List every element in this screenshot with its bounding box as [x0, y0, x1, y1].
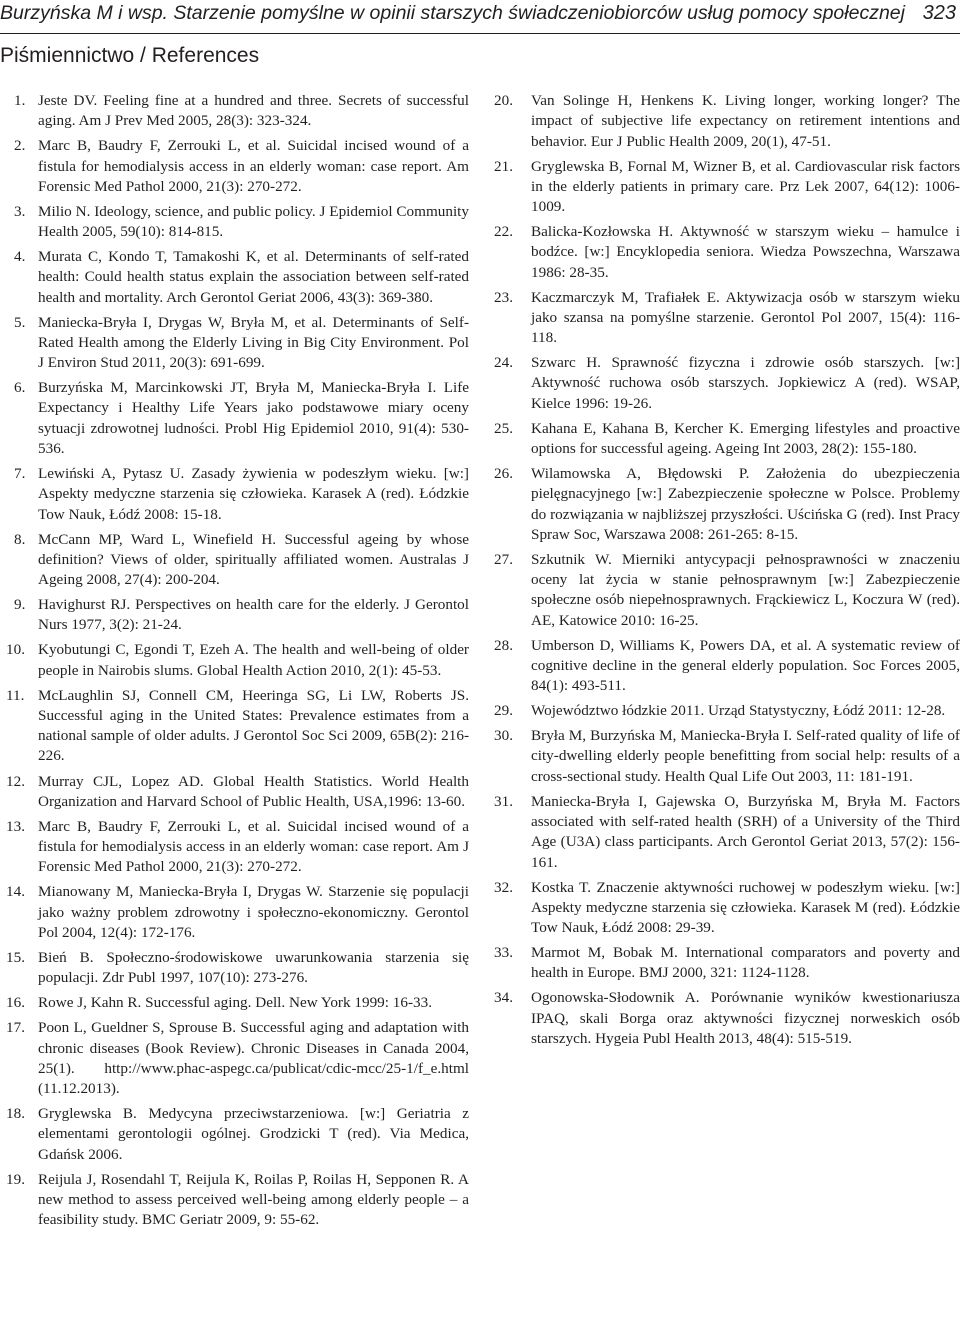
reference-item [0, 595, 469, 636]
reference-text: Lewiński A, Pytasz U. Zasady żywienia w podeszłym wieku. [w:] Aspekty medyczne starzenia się człowieka. Karasek A (red). Łódzkie Tow Nauk, Łódź 2008: 15-18. [38, 465, 469, 523]
reference-number: 30. [494, 727, 513, 745]
reference-item [493, 878, 960, 939]
page-number: 323 [922, 2, 956, 24]
reference-text: Szkutnik W. Mierniki antycypacji pełnosprawności w znaczeniu oceny lat życia w stanie pełnosprawnym [w:] Zabezpieczenie społeczne osób niepełnosprawnych. Frąckiewicz L, Koczura W (red). AE, Katowice 2010: 16-25. [531, 550, 960, 629]
reference-item [0, 313, 469, 374]
reference-number: 6. [14, 379, 26, 397]
reference-item [493, 943, 960, 984]
reference-number: 24. [494, 354, 513, 372]
reference-number: 33. [494, 944, 513, 962]
reference-number: 21. [494, 157, 513, 175]
reference-number: 10. [6, 641, 25, 659]
reference-text: Kostka T. Znaczenie aktywności ruchowej w podeszłym wieku. [w:] Aspekty medyczne starzenia się człowieka. Karasek M (red). Łódzkie Tow Nauk, Łódź 2008: 29-39. [531, 878, 960, 937]
reference-number: 25. [494, 419, 513, 437]
reference-number: 20. [494, 92, 513, 109]
reference-text: McLaughlin SJ, Connell CM, Heeringa SG, Li LW, Roberts JS. Successful aging in the United States: Prevalence estimates from a national sample of older adults. J Gerontol Soc Sci 2009, 65B(2): 216-226. [38, 686, 469, 765]
reference-item [0, 772, 469, 813]
reference-text: Kahana E, Kahana B, Kercher K. Emerging lifestyles and proactive options for successful ageing. Ageing Int 2003, 28(2): 155-180. [531, 419, 960, 457]
reference-number: 7. [14, 465, 26, 483]
reference-number: 5. [14, 313, 26, 331]
reference-text: Bryła M, Burzyńska M, Maniecka-Bryła I. Self-rated quality of life of city-dwelling elderly people benefitting from social help: results of a cross-sectional study. Health Qual Life Out 2003, 11: 181-191. [531, 727, 960, 785]
reference-item [0, 378, 469, 459]
reference-number: 15. [6, 948, 25, 966]
reference-text: Rowe J, Kahn R. Successful aging. Dell. New York 1999: 16-33. [38, 994, 432, 1012]
reference-number: 16. [6, 994, 25, 1012]
reference-item [493, 353, 960, 414]
reference-item [0, 640, 469, 681]
reference-text: Gryglewska B. Medycyna przeciwstarzeniowa. [w:] Geriatria z elementami gerontologii ogólnej. Grodzicki T (red). Via Medica, Gdańsk 2006. [38, 1105, 469, 1163]
reference-item [493, 988, 960, 1049]
reference-number: 34. [494, 989, 513, 1007]
reference-item [493, 550, 960, 631]
reference-item [0, 948, 469, 989]
reference-number: 28. [494, 636, 513, 654]
reference-item [493, 792, 960, 873]
reference-text: McCann MP, Ward L, Winefield H. Successful ageing by whose definition? Views of older, spiritually affiliated women. Australas J Ageing 2008, 27(4): 200-204. [38, 530, 469, 589]
reference-item [0, 1104, 469, 1165]
reference-text: Umberson D, Williams K, Powers DA, et al. A systematic review of cognitive decline in the general elderly population. Soc Forces 2005, 84(1): 493-511. [531, 636, 960, 695]
reference-item [493, 91, 960, 152]
reference-text: Szwarc H. Sprawność fizyczna i zdrowie osób starszych. [w:] Aktywność ruchowa osób starszych. Jopkiewicz A (red). WSAP, Kielce 1996: 19-26. [531, 354, 960, 412]
reference-item [0, 993, 469, 1013]
reference-number: 9. [14, 596, 26, 614]
reference-item [493, 464, 960, 545]
reference-number: 1. [14, 92, 26, 109]
reference-text: Gryglewska B, Fornal M, Wizner B, et al. Cardiovascular risk factors in the elderly patients in primary care. Prz Lek 2007, 64(12): 1006-1009. [531, 157, 960, 216]
reference-text: Bień B. Społeczno-środowiskowe uwarunkowania starzenia się populacji. Zdr Publ 1997, 107(10): 273-276. [38, 948, 469, 987]
reference-number: 8. [14, 530, 26, 548]
reference-text: Van Solinge H, Henkens K. Living longer, working longer? The impact of subjective life expectancy on retirement intentions and behavior. Eur J Public Health 2009, 20(1), 47-51. [531, 92, 960, 150]
references-column-right [493, 91, 960, 1054]
reference-text: Havighurst RJ. Perspectives on health care for the elderly. J Gerontol Nurs 1977, 3(2): 21-24. [38, 596, 469, 634]
reference-list-right [493, 91, 960, 1049]
reference-number: 19. [6, 1170, 25, 1188]
reference-number: 2. [14, 137, 26, 155]
reference-text: Kaczmarczyk M, Trafiałek E. Aktywizacja osób w starszym wieku jako szansa na pomyślne starzenie. Gerontol Pol 2007, 15(4): 116-118. [531, 288, 960, 347]
reference-item [493, 419, 960, 460]
reference-number: 29. [494, 702, 513, 720]
reference-number: 27. [494, 550, 513, 568]
references-column-left [0, 91, 469, 1235]
reference-number: 4. [14, 248, 26, 266]
reference-text: Burzyńska M, Marcinkowski JT, Bryła M, Maniecka-Bryła I. Life Expectancy i Healthy Life Years jako podstawowe miary oceny sytuacji zdrowotnej ludności. Probl Hig Epidemiol 2010, 91(4): 530-536. [38, 379, 469, 457]
reference-text: Maniecka-Bryła I, Gajewska O, Burzyńska M, Bryła M. Factors associated with self-rated health (SRH) of a University of the Third Age (U3A) class participants. Arch Gerontol Geriat 2013, 57(2): 156-161. [531, 792, 960, 871]
reference-number: 3. [14, 202, 26, 220]
reference-number: 13. [6, 817, 25, 835]
reference-item [0, 136, 469, 197]
reference-text: Marc B, Baudry F, Zerrouki L, et al. Suicidal incised wound of a fistula for hemodialysis access in an elderly woman: case report. Am J Forensic Med Pathol 2000, 21(3): 270-272. [38, 817, 469, 876]
reference-item [0, 817, 469, 878]
reference-number: 18. [6, 1105, 25, 1123]
reference-text: Mianowany M, Maniecka-Bryła I, Drygas W. Starzenie się populacji jako ważny problem zdrowotny i społeczno-ekonomiczny. Gerontol Pol 2004, 12(4): 172-176. [38, 883, 469, 941]
reference-item [493, 288, 960, 349]
reference-text: Murray CJL, Lopez AD. Global Health Statistics. World Health Organization and Harvard School of Public Health, USA,1996: 13-60. [38, 772, 469, 810]
reference-text: Murata C, Kondo T, Tamakoshi K, et al. Determinants of self-rated health: Could health status explain the association between self-rated health and mortality. Arch Gerontol Geriat 2006, 43(3): 369-380. [38, 248, 469, 306]
reference-item [0, 202, 469, 243]
reference-number: 26. [494, 465, 513, 483]
reference-item [0, 91, 469, 132]
reference-text: Poon L, Gueldner S, Sprouse B. Successful aging and adaptation with chronic diseases (Book Review). Chronic Diseases in Canada 2004, 25(1). http://www.phac-aspegc.ca/publicat/cdic-mcc/25-1/f_e.html (11.12.2013). [38, 1019, 469, 1097]
reference-item [493, 636, 960, 697]
references-heading: Piśmiennictwo / References [0, 44, 260, 67]
reference-text: Marc B, Baudry F, Zerrouki L, et al. Suicidal incised wound of a fistula for hemodialysis access in an elderly woman: case report. Am Forensic Med Pathol 2000, 21(3): 270-272. [38, 137, 469, 195]
reference-item [0, 686, 469, 767]
reference-item [0, 464, 469, 525]
reference-item [0, 247, 469, 308]
reference-number: 12. [6, 772, 25, 790]
reference-item [493, 726, 960, 787]
reference-number: 14. [6, 883, 25, 901]
running-title: Burzyńska M i wsp. Starzenie pomyślne w opinii starszych świadczeniobiorców usług pomocy społecznej [0, 2, 905, 24]
reference-text: Jeste DV. Feeling fine at a hundred and three. Secrets of successful aging. Am J Prev Med 2005, 28(3): 323-324. [38, 92, 469, 130]
running-header [0, 0, 960, 34]
reference-item [0, 530, 469, 591]
reference-text: Województwo łódzkie 2011. Urząd Statystyczny, Łódź 2011: 12-28. [531, 702, 946, 720]
reference-text: Balicka-Kozłowska H. Aktywność w starszym wieku – hamulce i bodźce. [w:] Encyklopedia seniora. Wiedza Powszechna, Warszawa 1986: 28-35. [531, 223, 960, 281]
reference-text: Wilamowska A, Błędowski P. Założenia do ubezpieczenia pielęgnacyjnego [w:] Zabezpieczenie społeczne w Polsce. Problemy do rozwiązania w najbliższej przyszłości. Uścińska G (red). Inst Pracy Spraw Soc, Warszawa 2008: 261-265: 8-15. [531, 465, 960, 543]
reference-item [0, 1170, 469, 1231]
reference-item [493, 157, 960, 218]
reference-text: Milio N. Ideology, science, and public policy. J Epidemiol Community Health 2005, 59(10): 814-815. [38, 202, 469, 241]
reference-number: 32. [494, 878, 513, 896]
reference-number: 17. [6, 1019, 25, 1037]
reference-item [0, 1018, 469, 1099]
reference-text: Kyobutungi C, Egondi T, Ezeh A. The health and well-being of older people in Nairobis slums. Global Health Action 2010, 2(1): 45-53. [38, 641, 469, 679]
reference-item [0, 882, 469, 943]
reference-number: 22. [494, 223, 513, 241]
reference-number: 23. [494, 288, 513, 306]
reference-text: Reijula J, Rosendahl T, Reijula K, Roilas P, Roilas H, Sepponen R. A new method to assess perceived well-being among elderly people – a feasibility study. BMC Geriatr 2009, 9: 55-62. [38, 1170, 469, 1229]
reference-text: Marmot M, Bobak M. International comparators and poverty and health in Europe. BMJ 2000, 321: 1124-1128. [531, 944, 960, 982]
reference-item [493, 701, 960, 721]
reference-number: 11. [6, 686, 25, 704]
reference-text: Maniecka-Bryła I, Drygas W, Bryła M, et al. Determinants of Self-Rated Health among the Elderly Living in Big City Environment. Pol J Environ Stud 2011, 20(3): 691-699. [38, 313, 469, 372]
reference-text: Ogonowska-Słodownik A. Porównanie wyników kwestionariusza IPAQ, skali Borga oraz aktywności fizycznej norweskich osób starszych. Hygeia Publ Health 2013, 48(4): 515-519. [531, 989, 960, 1047]
reference-item [493, 222, 960, 283]
reference-number: 31. [494, 792, 513, 810]
reference-list-left [0, 91, 469, 1230]
